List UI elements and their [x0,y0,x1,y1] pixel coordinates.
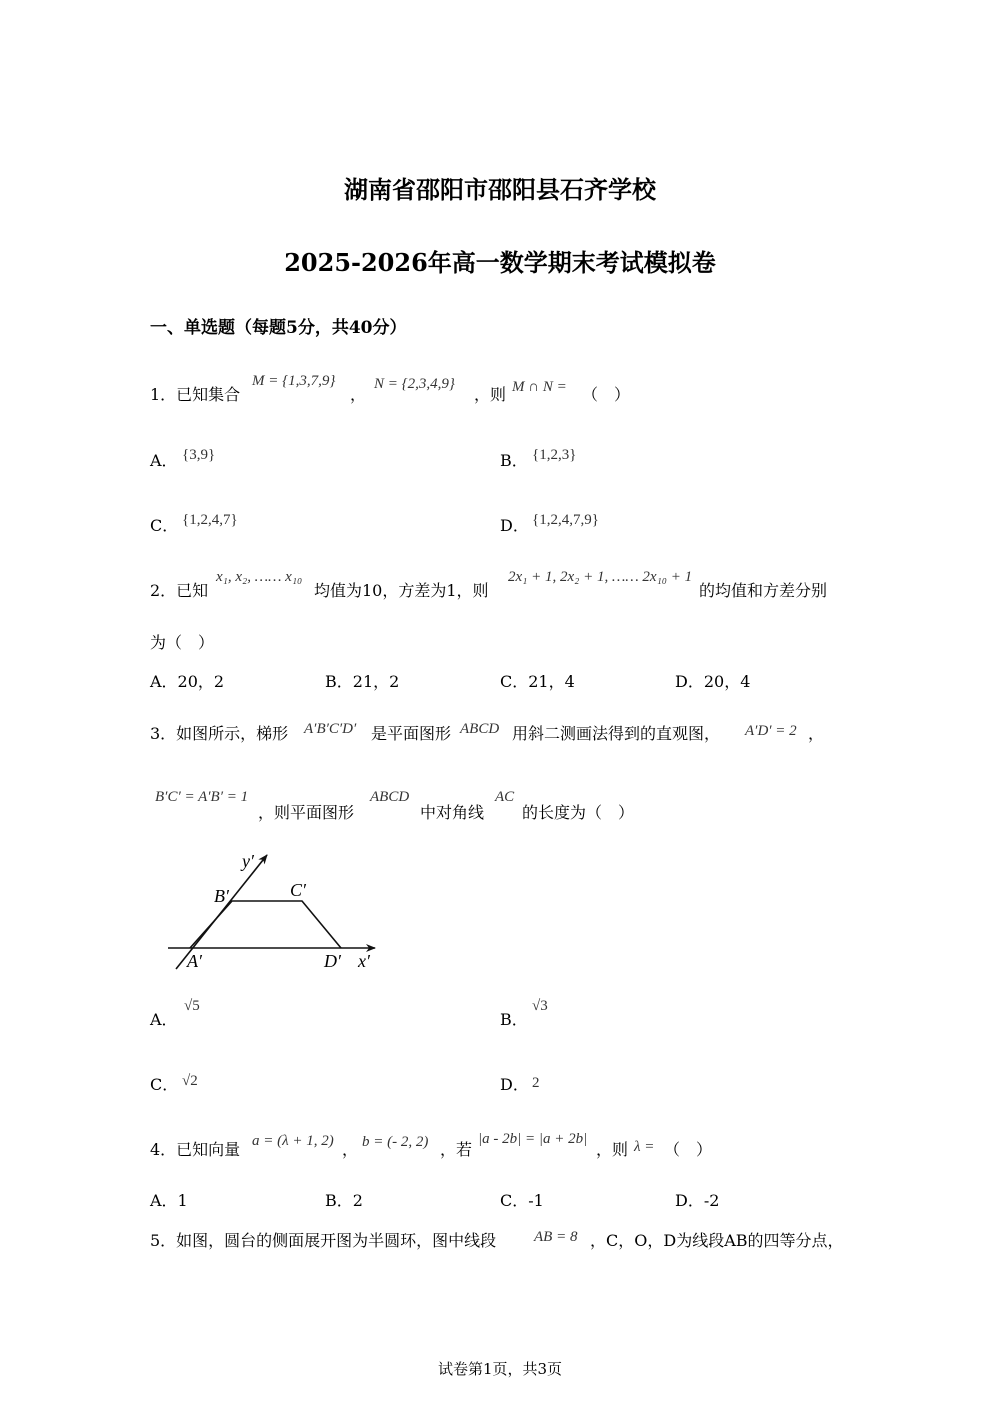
q1-option-b-value: {1,2,3} [532,447,577,463]
q3-option-b-label: B． [500,1010,528,1029]
q3-option-c-value: √2 [182,1073,198,1089]
q3-option-b-value: √3 [532,998,548,1014]
q2-line-2: 为（ ） [150,633,215,652]
title-line-2: 2025-2026年高一数学期末考试模拟卷 [284,248,716,277]
q1-option-d-label: D． [500,516,529,535]
title-line-1: 湖南省邵阳市邵阳县石齐学校 [344,175,656,204]
q4-if: ，若 [440,1140,473,1159]
q2-option-d: D．20，4 [675,672,751,691]
label-x-axis: x′ [358,951,370,971]
q3-diagonal-ac: AC [495,789,515,805]
q1-answer-paren: （ ） [582,385,631,404]
q3-figure-abcd: ABCD [460,721,500,737]
q3-option-c-label: C． [150,1075,179,1094]
q1-option-d-value: {1,2,4,7,9} [532,512,599,528]
q1-set-n: N = {2,3,4,9} [374,376,455,392]
q3-end-text: 的长度为（ ） [522,803,635,822]
q1-option-b-label: B． [500,451,528,470]
q2-prefix: 2．已知 [150,581,209,600]
q3-option-d-value: 2 [532,1075,540,1091]
q3-option-a-label: A． [150,1010,178,1029]
q4-option-d: D．-2 [675,1191,720,1210]
q1-prefix: 1．已知集合 [150,385,241,404]
q3-comma: ， [808,724,825,743]
q5-ab-length: AB = 8 [534,1229,578,1245]
q1-option-c-value: {1,2,4,7} [182,512,238,528]
q1-option-a-value: {3,9} [182,447,216,463]
q4-then: ，则 [596,1140,629,1159]
q4-option-b: B．2 [325,1191,363,1210]
label-y-axis: y′ [242,851,254,871]
q3-then: ，则平面图形 [258,803,355,822]
q4-vector-b: b = (- 2, 2) [362,1134,429,1150]
q3-condition-bc-ab: B′C′ = A′B′ = 1 [155,789,249,805]
q2-expression: 2x₁ + 1, 2x₂ + 1, …… 2x₁₀ + 1 [508,569,693,585]
q3-condition-ad: A′D′ = 2 [745,723,797,739]
label-b: B′ [214,886,229,906]
section-heading: 一、单选题（每题5分，共40分） [150,318,407,338]
trapezoid-outline [190,901,341,948]
q2-variables: x₁, x₂, …… x₁₀ [216,569,303,585]
q3-middle-text: 是平面图形 [371,724,452,743]
q4-condition: |a - 2b| = |a + 2b| [478,1131,588,1147]
q3-figure-abcd-2: ABCD [370,789,410,805]
q3-middle-text-2: 用斜二测画法得到的直观图， [512,724,721,743]
q4-answer-paren: （ ） [664,1140,713,1159]
q1-expression: M ∩ N = [512,379,567,395]
q1-option-a-label: A． [150,451,178,470]
q5-prefix: 5．如图，圆台的侧面展开图为半圆环，图中线段 [150,1231,497,1250]
q4-comma: ， [342,1140,359,1159]
q4-option-c: C．-1 [500,1191,544,1210]
q2-option-c: C．21，4 [500,672,575,691]
q1-option-c-label: C． [150,516,179,535]
q2-option-b: B．21，2 [325,672,400,691]
label-c: C′ [290,880,306,900]
q4-vector-a: a = (λ + 1, 2) [252,1133,334,1149]
q3-trapezoid-figure [160,845,390,980]
page-footer: 试卷第1页，共3页 [437,1360,563,1378]
q4-option-a: A．1 [150,1191,188,1210]
q1-then: ，则 [474,385,507,404]
label-d: D′ [324,951,341,971]
q1-set-m: M = {1,3,7,9} [252,373,336,389]
q2-option-a: A．20，2 [150,672,225,691]
q3-diagonal-text: 中对角线 [420,803,485,822]
q3-trapezoid-name: A′B′C′D′ [304,721,357,737]
q4-lambda: λ = [634,1139,655,1155]
q3-option-d-label: D． [500,1075,529,1094]
q1-comma: ， [350,385,367,404]
q3-prefix: 3．如图所示，梯形 [150,724,289,743]
label-a: A′ [187,951,202,971]
q3-option-a-value: √5 [184,998,200,1014]
q5-suffix: ，C，O，D为线段AB的四等分点， [590,1231,844,1250]
q2-middle-text: 均值为10，方差为1，则 [314,581,489,600]
q4-prefix: 4．已知向量 [150,1140,241,1159]
q2-suffix: 的均值和方差分别 [699,581,828,600]
